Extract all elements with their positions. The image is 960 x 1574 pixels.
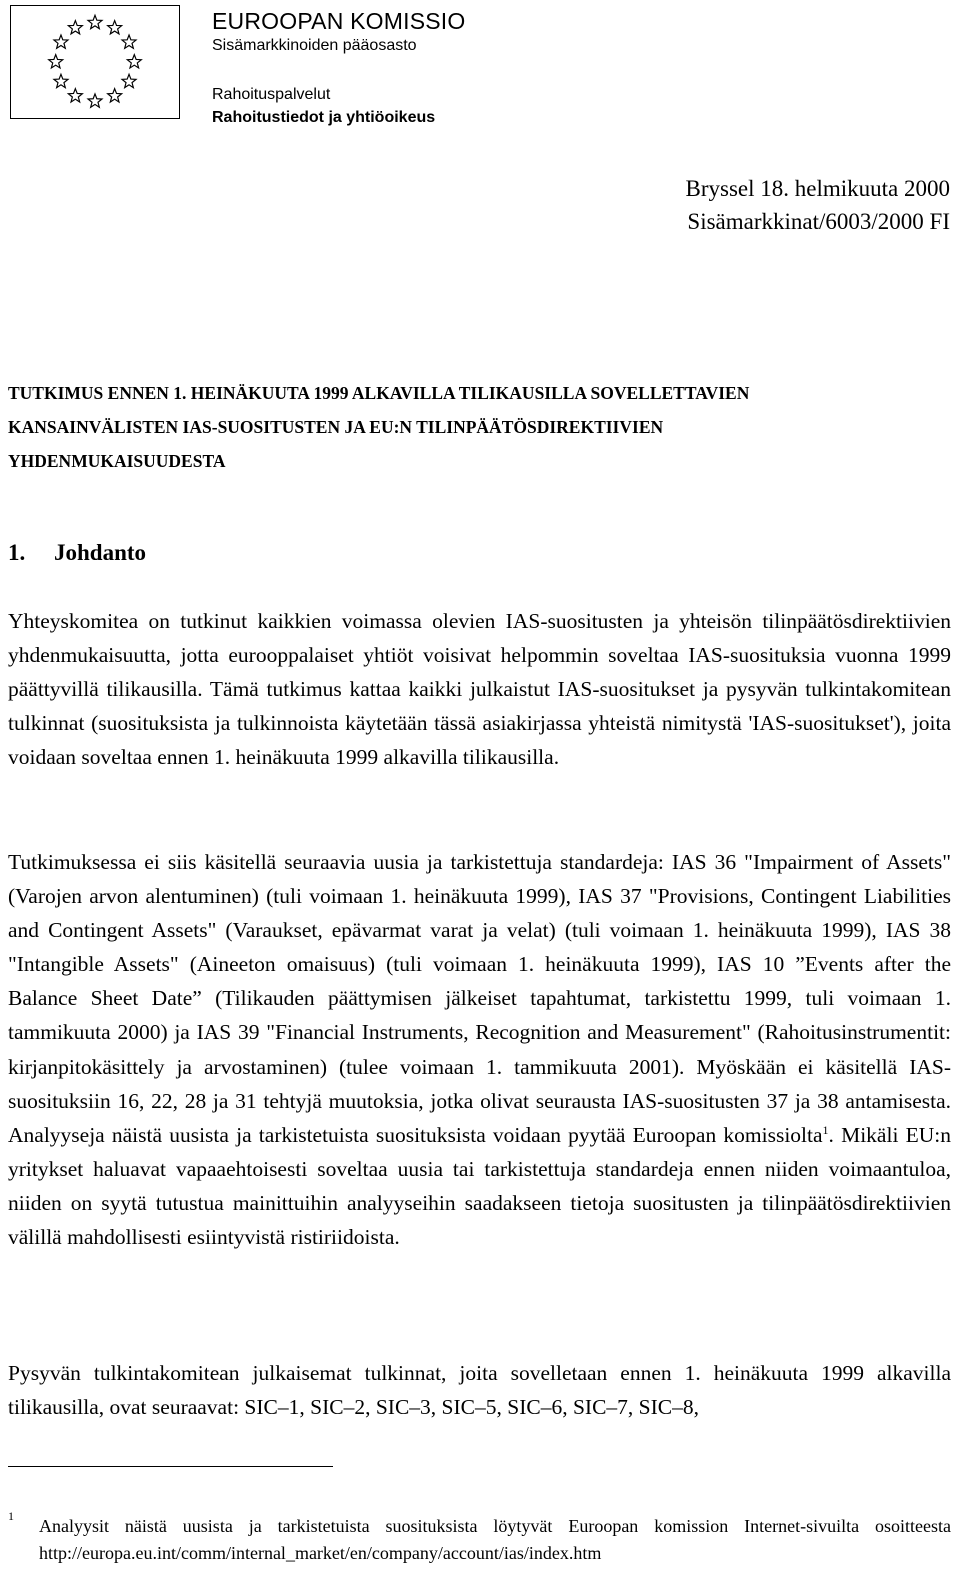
section-heading [8, 538, 146, 568]
footnote-reference[interactable]: 1 [822, 1122, 829, 1137]
star-icon [49, 55, 63, 68]
directorate-name: Sisämarkkinoiden pääosasto [212, 37, 417, 54]
paragraph-3: Pysyvän tulkintakomitean julkaisemat tulkinnat, joita sovelletaan ennen 1. heinäkuuta 1999 alkavilla tilikausilla, ovat seuraavat: SIC–1, SIC–2, SIC–3, SIC–5, SIC–6, SIC–7, SIC–8, [8, 1361, 951, 1420]
star-icon [88, 15, 102, 28]
star-icon [68, 21, 82, 34]
title-line-2: KANSAINVÄLISTEN IAS-SUOSITUSTEN JA EU:N TILINPÄÄTÖSDIREKTIIVIEN [8, 417, 664, 437]
footnote [8, 1509, 951, 1567]
paragraph-2-part-a: Tutkimuksessa ei siis käsitellä seuraavia uusia ja tarkistettuja standardeja: IAS 36 "Impairment of Assets" (Varojen arvon alentuminen) (tuli voimaan 1. heinäkuuta 1999), IAS 37 "Provisions, Contingent Liabilities and Contingent Assets" (Varaukset, epävarmat varat ja velat) (tuli voimaan 1. heinäkuuta 1999), IAS 38 "Intangible Assets" (Aineeton omaisuus) (tuli voimaan 1. heinäkuuta 1999), IAS 10 ”Events after the Balance Sheet Date” (Tilikauden päättymisen jälkeiset tapahtumat, tarkistettu 1999, tuli voimaan 1. tammikuuta 2000) ja IAS 39 "Financial Instruments, Recognition and Measurement" (Rahoitusinstrumentit: kirjanpitokäsittely ja arvostaminen) (tulee voimaan 1. tammikuuta 2001). Myöskään ei käsitellä IAS-suosituksiin 16, 22, 28 ja 31 tehtyjä muutoksia, jotka olivat seurausta IAS-suositusten 37 ja 38 antamisesta. Analyyseja näistä uusista ja tarkistetuista suosituksista voidaan pyytää Euroopan komissiolta [8, 850, 951, 1147]
footnote-mark: 1 [8, 1509, 14, 1523]
eu-emblem [10, 5, 180, 119]
organization-name: EUROOPAN KOMISSIO [212, 8, 466, 34]
star-icon [108, 89, 122, 102]
letterhead [212, 7, 465, 130]
footnote-separator [8, 1466, 333, 1467]
section-number: 1. [8, 540, 26, 565]
star-icon [88, 94, 102, 107]
title-line-1: TUTKIMUS ENNEN 1. HEINÄKUUTA 1999 ALKAVILLA TILIKAUSILLA SOVELLETTAVIEN [8, 383, 750, 403]
paragraph-1: Yhteyskomitea on tutkinut kaikkien voimassa olevien IAS-suositusten ja yhteisön tilinpäätösdirektiivien yhdenmukaisuutta, jotta eurooppalaiset yhtiöt voisivat helpommin soveltaa IAS-suosituksia vuonna 1999 päättyvillä tilikausilla. Tämä tutkimus kattaa kaikki julkaistut IAS-suositukset ja pysyvän tulkintakomitean tulkinnat (suosituksista ja tulkinnoista käytetään tässä asiakirjassa yhteistä nimitystä 'IAS-suositukset'), joita voidaan soveltaa ennen 1. heinäkuuta 1999 alkavilla tilikausilla. [8, 609, 951, 770]
star-icon [108, 21, 122, 34]
star-icon [68, 89, 82, 102]
document-date: Bryssel 18. helmikuuta 2000 [685, 176, 950, 201]
paragraph-2 [8, 845, 951, 1254]
dateline [686, 172, 950, 238]
footnote-text[interactable]: Analyysit näistä uusista ja tarkistetuista suosituksista löytyvät Euroopan komission Internet-sivuilta osoitteesta http://europa.eu.int/comm/internal_market/en/company/account/ias/index.htm [39, 1516, 951, 1563]
document-reference: Sisämarkkinat/6003/2000 FI [687, 209, 950, 234]
star-icon [122, 35, 136, 48]
eu-stars-icon [11, 6, 179, 118]
paragraph-2-part-b: . Mikäli EU:n yritykset haluavat vapaaehtoisesti soveltaa uusia tai tarkistettuja standardeja ennen niiden voimaantuloa, niiden on syytä tutustua mainittuihin analyyseihin saadakseen tietoja suositusten ja tilinpäätösdirektiivien välillä mahdollisesti esiintyvistä ristiriidoista. [8, 1122, 951, 1250]
section-title: Johdanto [54, 540, 147, 565]
unit-name: Rahoituspalvelut [212, 86, 331, 103]
document-title [8, 376, 948, 478]
title-line-3: YHDENMUKAISUUDESTA [8, 451, 226, 471]
star-icon [127, 55, 141, 68]
star-icon [54, 35, 68, 48]
star-icon [122, 74, 136, 87]
subunit-name: Rahoitustiedot ja yhtiöoikeus [212, 109, 436, 126]
star-icon [54, 74, 68, 87]
